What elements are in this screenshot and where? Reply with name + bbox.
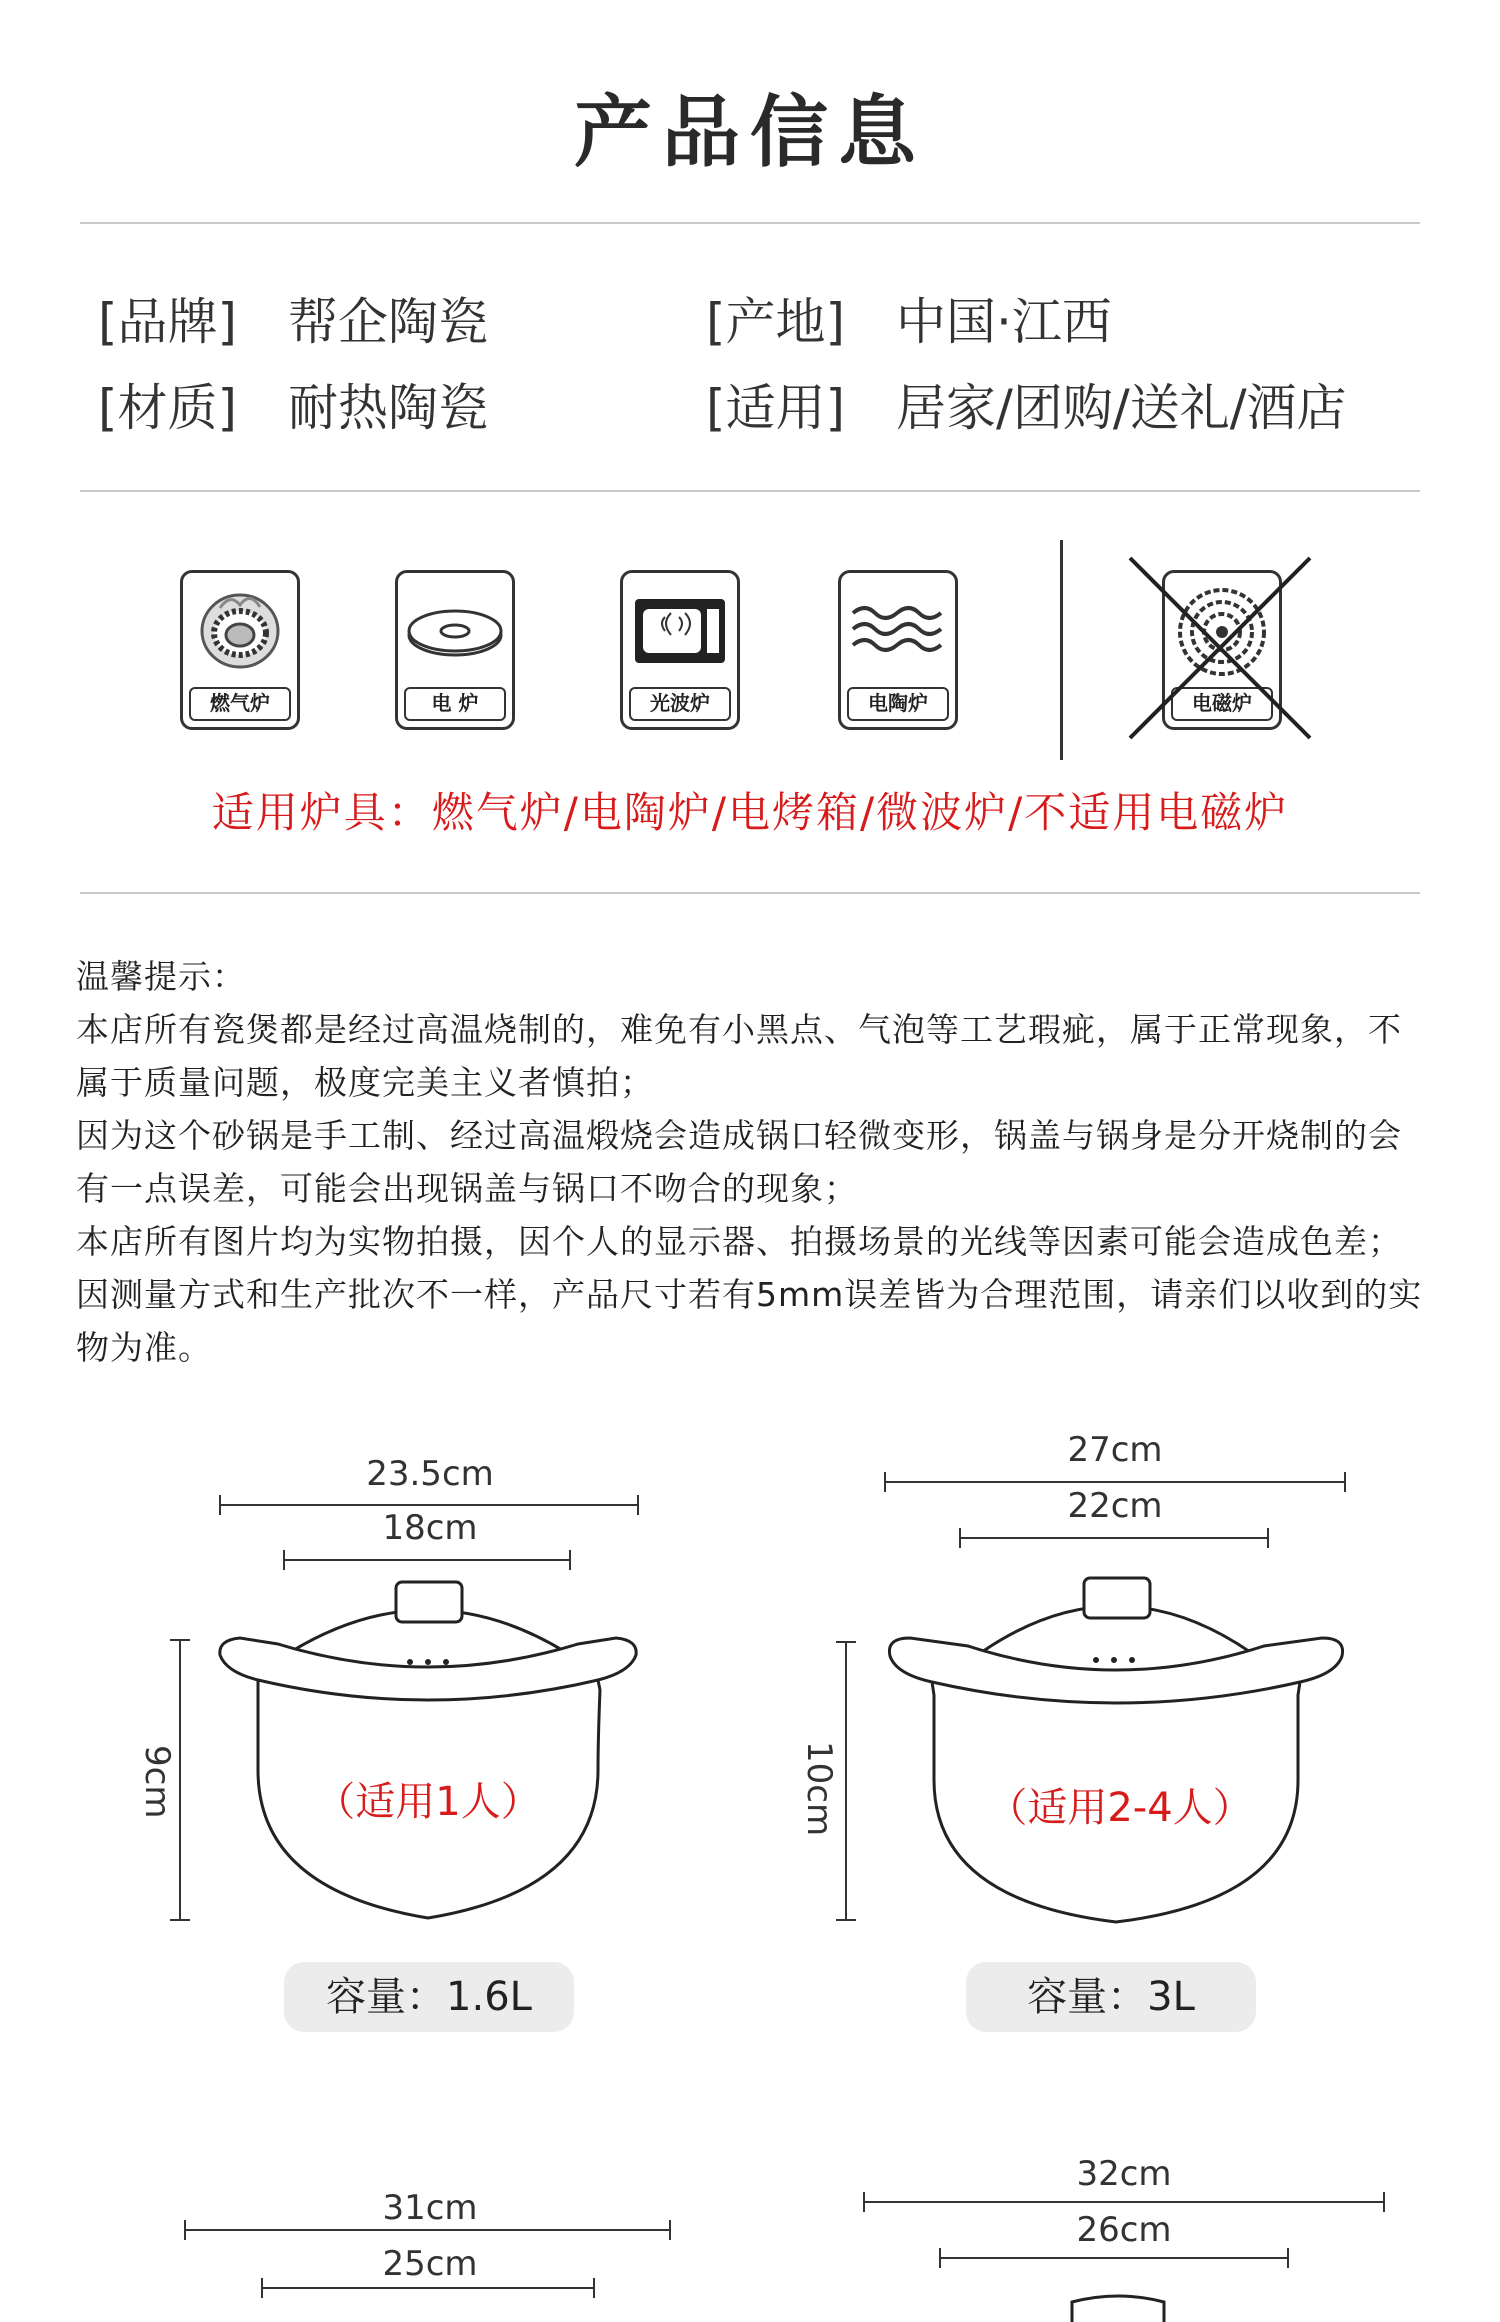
spec-usage-key: [适用]	[706, 379, 846, 437]
divider	[80, 222, 1420, 224]
inner-diameter-label: 22cm	[1067, 1486, 1163, 1526]
pot-drawing-3	[0, 2160, 750, 2322]
serving-size: （适用2-4人）	[987, 1785, 1253, 1831]
product-4	[750, 2140, 1500, 2322]
tips-line: 因为这个砂锅是手工制、经过高温煅烧会造成锅口轻微变形，锅盖与锅身是分开烧制的会有一点误差，可能会出现锅盖与锅口不吻合的现象；	[76, 1116, 1402, 1208]
inner-diameter-label: 26cm	[1076, 2210, 1172, 2250]
tips-section	[76, 950, 1426, 1374]
spec-material-key: [材质]	[98, 379, 238, 437]
outer-diameter-label: 31cm	[382, 2188, 478, 2228]
stove-compatibility-note: 适用炉具：燃气炉/电陶炉/电烤箱/微波炉/不适用电磁炉	[211, 788, 1289, 837]
tips-line: 本店所有瓷煲都是经过高温烧制的，难免有小黑点、气泡等工艺瑕疵，属于正常现象，不属于质量问题，极度完美主义者慎拍；	[76, 1010, 1402, 1102]
stove-electric-label: 电 炉	[404, 687, 506, 721]
tips-line: 本店所有图片均为实物拍摄，因个人的显示器、拍摄场景的光线等因素可能会造成色差；	[76, 1222, 1402, 1261]
light-wave-oven-icon	[629, 589, 731, 679]
stove-induction-label: 电磁炉	[1171, 687, 1273, 721]
spec-brand-key: [品牌]	[98, 293, 238, 351]
stove-ceramic	[838, 570, 958, 730]
stove-ceramic-label: 电陶炉	[847, 687, 949, 721]
gas-stove-icon	[195, 583, 285, 683]
page-title: 产品信息	[573, 88, 926, 178]
stove-electric	[395, 570, 515, 730]
product-3	[0, 2160, 750, 2322]
stove-gas	[180, 570, 300, 730]
outer-diameter-label: 32cm	[1076, 2154, 1172, 2194]
tips-line: 因测量方式和生产批次不一样，产品尺寸若有5mm误差皆为合理范围，请亲们以收到的实物为准。	[76, 1275, 1423, 1367]
divider	[80, 892, 1420, 894]
stove-gas-label: 燃气炉	[189, 687, 291, 721]
product-2	[750, 1420, 1500, 2080]
spec-origin-key: [产地]	[706, 293, 846, 351]
spec-material-value: 耐热陶瓷	[288, 379, 488, 437]
outer-diameter-label: 23.5cm	[366, 1454, 494, 1494]
outer-diameter-label: 27cm	[1067, 1430, 1163, 1470]
spec-brand-value: 帮企陶瓷	[288, 293, 488, 351]
divider	[80, 490, 1420, 492]
spec-material	[98, 368, 488, 440]
not-applicable-cross-icon	[1120, 548, 1320, 748]
height-label: 10cm	[799, 1741, 839, 1837]
electric-stove-icon	[404, 593, 506, 673]
stove-lightwave	[620, 570, 740, 730]
capacity-badge: 容量：3L	[966, 1962, 1256, 2032]
separator	[1060, 540, 1063, 760]
ceramic-hob-icon	[849, 603, 947, 663]
product-1	[0, 1440, 750, 2080]
spec-usage-value: 居家/团购/送礼/酒店	[896, 379, 1347, 437]
tips-heading: 温馨提示：	[76, 957, 246, 996]
height-label: 9cm	[137, 1745, 177, 1819]
spec-origin	[706, 282, 1112, 354]
capacity-badge: 容量：1.6L	[284, 1962, 574, 2032]
serving-size: （适用1人）	[315, 1779, 541, 1825]
spec-usage	[706, 368, 1347, 440]
stove-lightwave-label: 光波炉	[629, 687, 731, 721]
spec-origin-value: 中国·江西	[896, 293, 1112, 351]
inner-diameter-label: 18cm	[382, 1508, 478, 1548]
spec-brand	[98, 282, 488, 354]
inner-diameter-label: 25cm	[382, 2244, 478, 2284]
